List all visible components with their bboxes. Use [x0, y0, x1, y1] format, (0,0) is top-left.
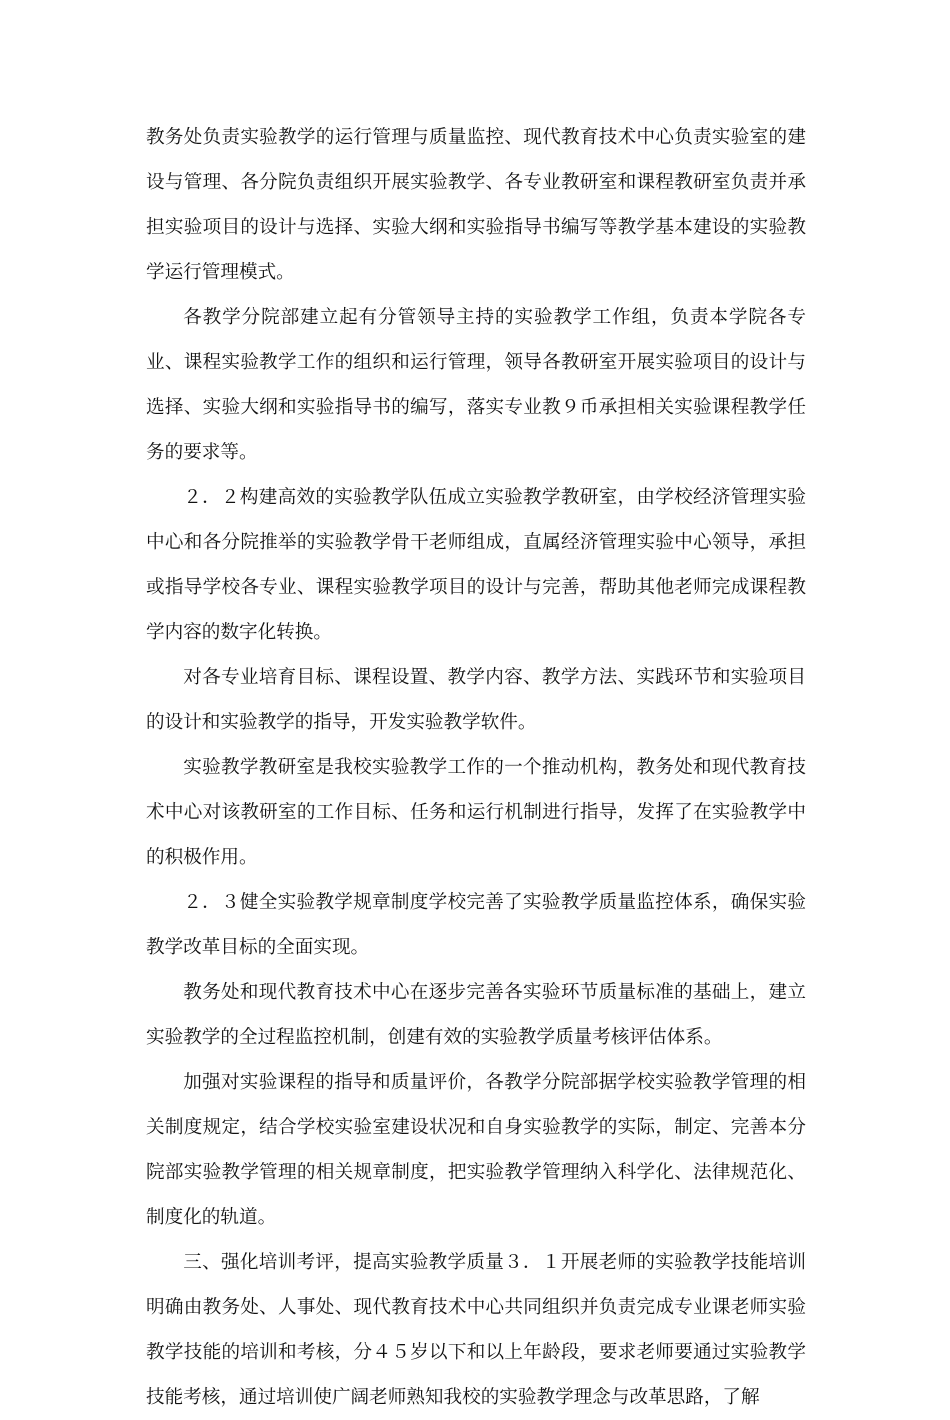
paragraph-5: 实验教学教研室是我校实验教学工作的一个推动机构，教务处和现代教育技术中心对该教研室的工作目标、任务和运行机制进行指导，发挥了在实验教学中的积极作用。 — [146, 757, 806, 868]
paragraph-7: 教务处和现代教育技术中心在逐步完善各实验环节质量标准的基础上，建立实验教学的全过程监控机制，创建有效的实验教学质量考核评估体系。 — [146, 982, 806, 1048]
paragraph-6: ２．３健全实验教学规章制度学校完善了实验教学质量监控体系，确保实验教学改革目标的全面实现。 — [146, 892, 806, 958]
paragraph-8: 加强对实验课程的指导和质量评价，各教学分院部据学校实验教学管理的相关制度规定，结合学校实验室建设状况和自身实验教学的实际，制定、完善本分院部实验教学管理的相关规章制度，把实验教学管理纳入科学化、法律规范化、制度化的轨道。 — [146, 1072, 806, 1228]
document-body — [146, 115, 806, 1420]
paragraph-4: 对各专业培育目标、课程设置、教学内容、教学方法、实践环节和实验项目的设计和实验教学的指导，开发实验教学软件。 — [146, 667, 806, 733]
paragraph-1: 教务处负责实验教学的运行管理与质量监控、现代教育技术中心负责实验室的建设与管理、各分院负责组织开展实验教学、各专业教研室和课程教研室负责并承担实验项目的设计与选择、实验大纲和实验指导书编写等教学基本建设的实验教学运行管理模式。 — [146, 127, 806, 283]
paragraph-3: ２．２构建高效的实验教学队伍成立实验教学教研室，由学校经济管理实验中心和各分院推举的实验教学骨干老师组成，直属经济管理实验中心领导，承担或指导学校各专业、课程实验教学项目的设计与完善，帮助其他老师完成课程教学内容的数字化转换。 — [146, 487, 806, 643]
paragraph-2: 各教学分院部建立起有分管领导主持的实验教学工作组，负责本学院各专业、课程实验教学工作的组织和运行管理，领导各教研室开展实验项目的设计与选择、实验大纲和实验指导书的编写，落实专业教９币承担相关实验课程教学任务的要求等。 — [146, 307, 806, 463]
paragraph-9: 三、强化培训考评，提高实验教学质量３．１开展老师的实验教学技能培训明确由教务处、人事处、现代教育技术中心共同组织并负责完成专业课老师实验教学技能的培训和考核，分４５岁以下和以上年龄段，要求老师要通过实验教学技能考核，通过培训使广阔老师熟知我校的实验教学理念与改革思路，了解 — [146, 1252, 806, 1408]
